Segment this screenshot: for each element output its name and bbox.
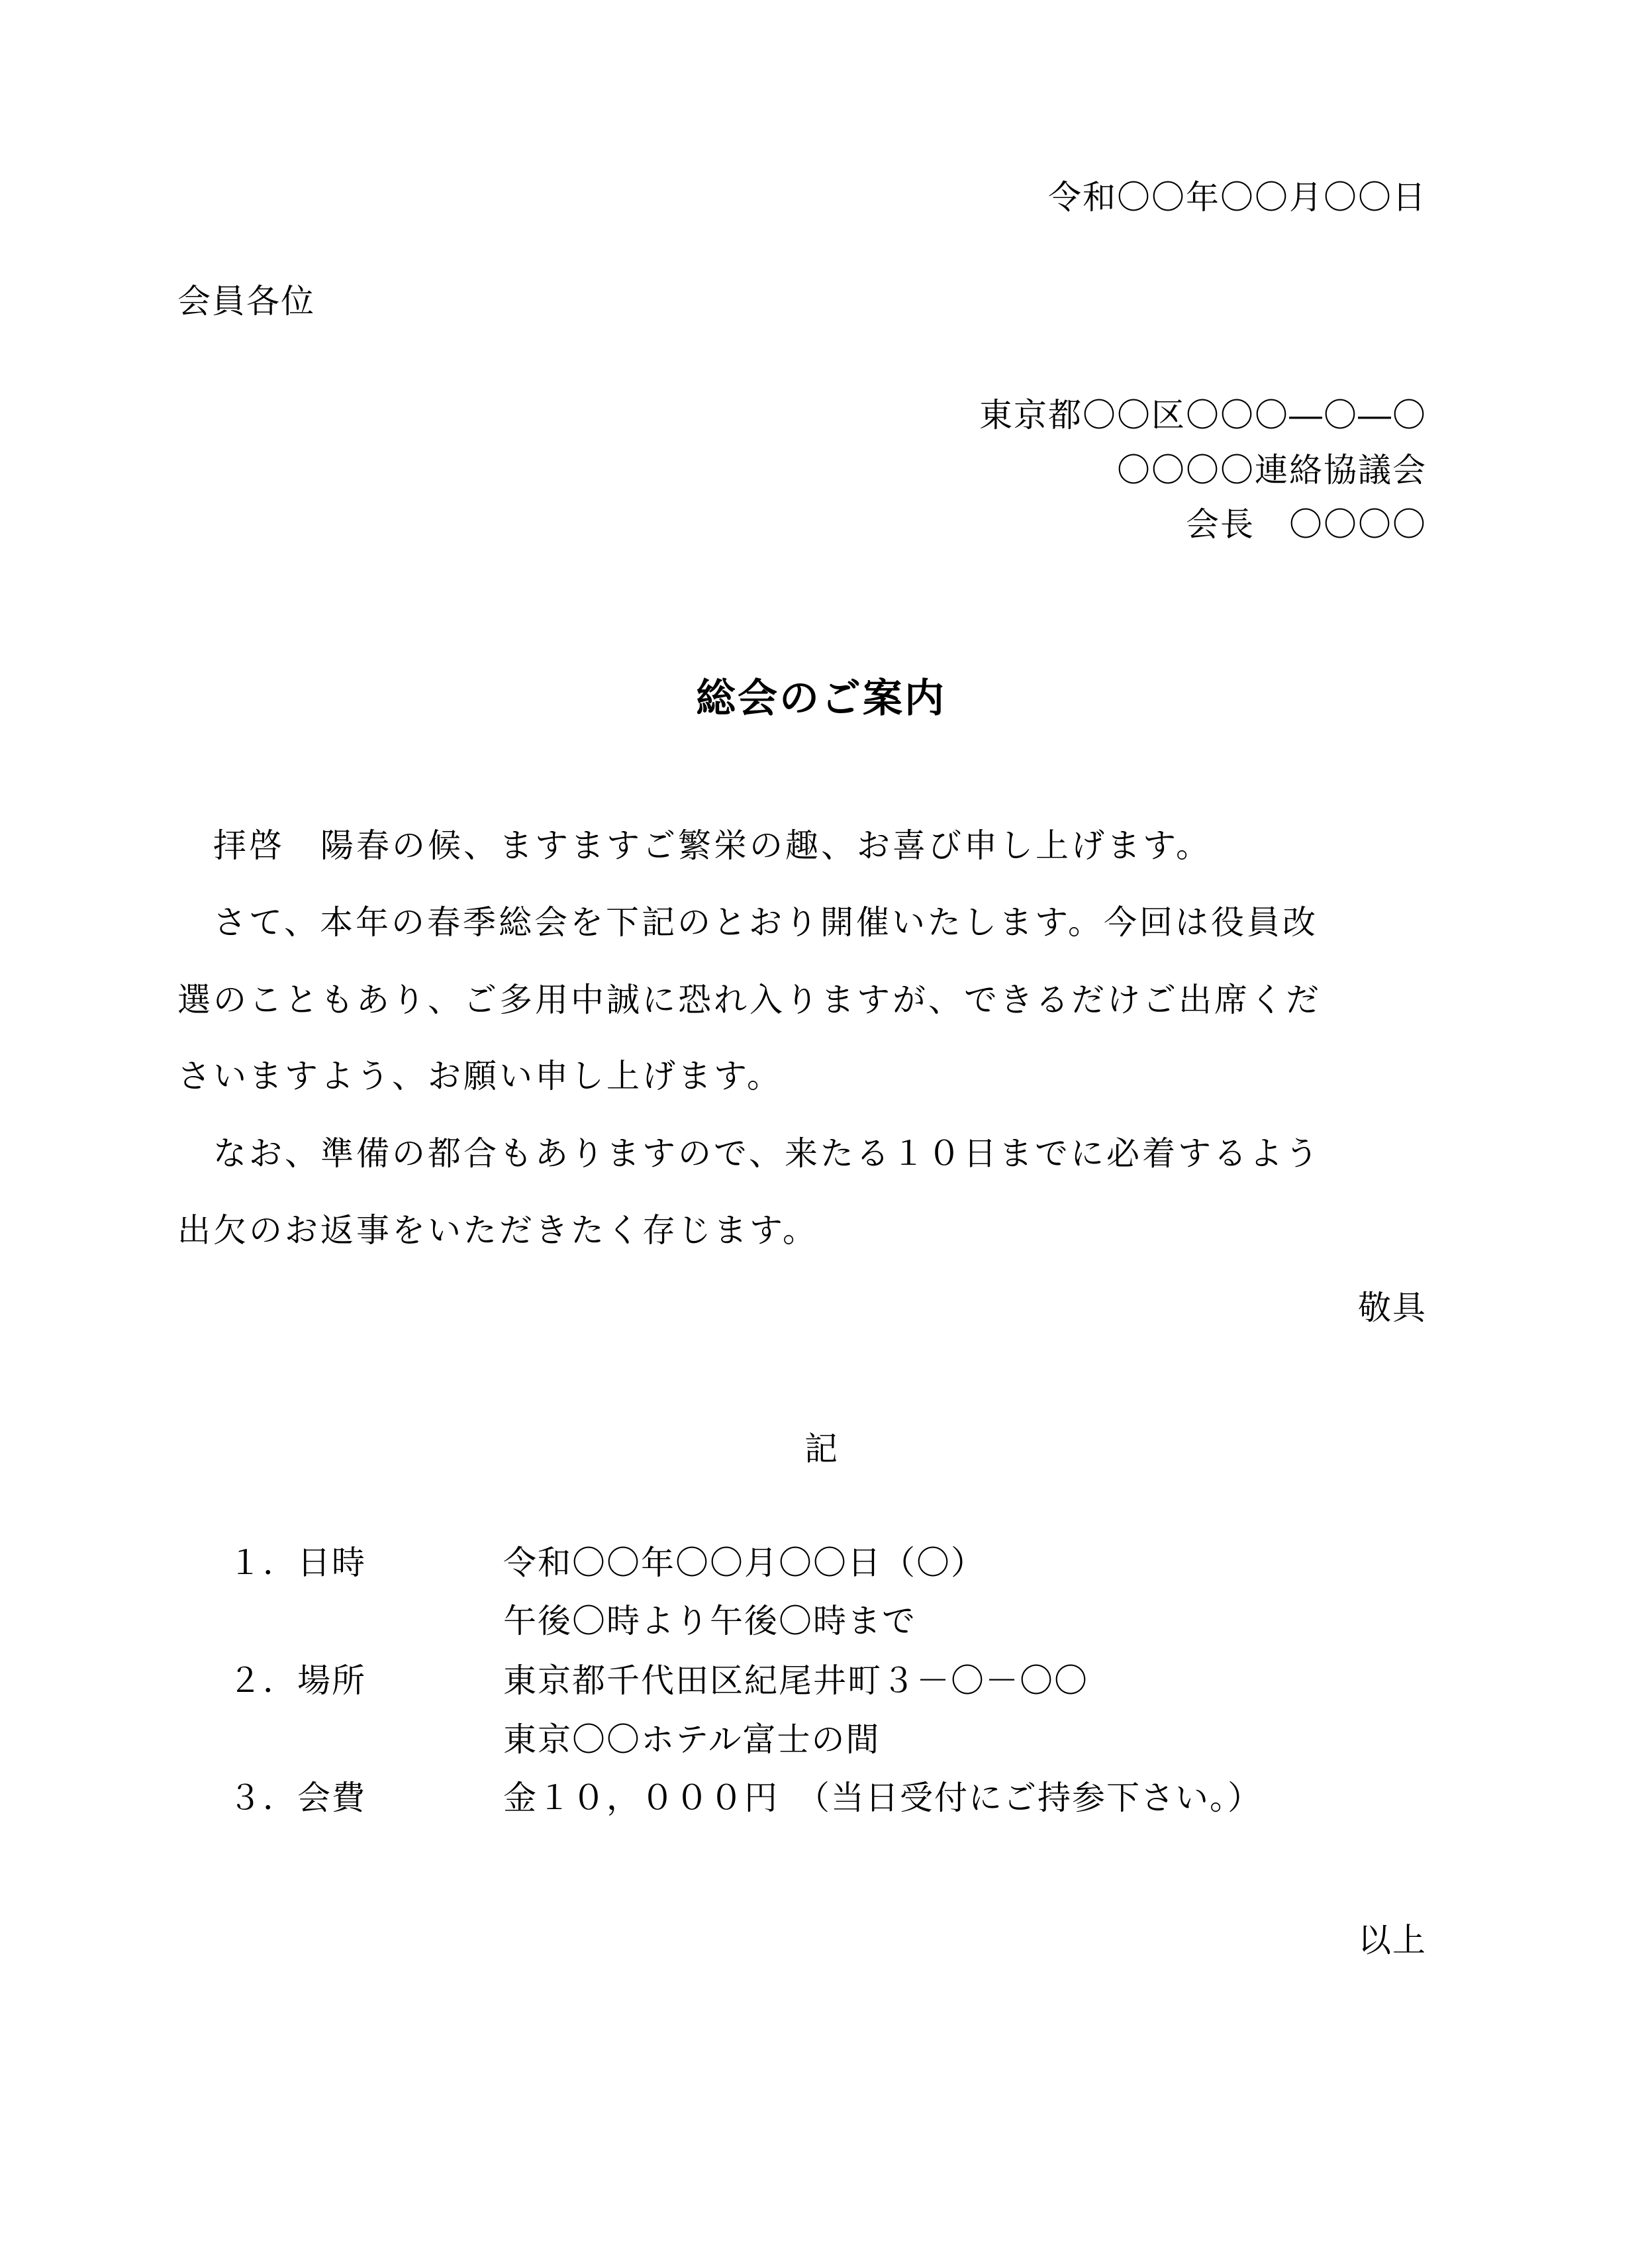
closing-keigu: 敬具 — [1358, 1289, 1427, 1327]
recipient: 会員各位 — [177, 282, 315, 320]
ki-heading: 記 — [804, 1430, 838, 1468]
body-paragraph-line: さいますよう、お願い申し上げます。 — [177, 1057, 783, 1095]
item-label-fee: ３．会費 — [228, 1779, 366, 1817]
closing-ijou: 以上 — [1358, 1921, 1427, 1959]
item-value-time: 午後〇時より午後〇時まで — [503, 1602, 916, 1640]
body-paragraph-line: なお、準備の都合もありますので、来たる１０日までに必着するよう — [177, 1134, 1321, 1173]
sender-representative: 会長 〇〇〇〇 — [1186, 505, 1427, 544]
document-date: 令和〇〇年〇〇月〇〇日 — [1048, 178, 1427, 217]
body-paragraph-line: 選のこともあり、ご多用中誠に恐れ入りますが、できるだけご出席くだ — [177, 981, 1322, 1019]
item-value-address: 東京都千代田区紀尾井町３－〇－〇〇 — [503, 1661, 1088, 1700]
item-value-venue: 東京〇〇ホテル富士の間 — [503, 1720, 881, 1759]
sender-organization: 〇〇〇〇連絡協議会 — [1117, 451, 1427, 489]
item-label-place: ２．場所 — [228, 1661, 366, 1700]
body-paragraph-line: さて、本年の春季総会を下記のとおり開催いたします。今回は役員改 — [177, 903, 1318, 942]
body-paragraph-line: 拝啓 陽春の候、ますますご繁栄の趣、お喜び申し上げます。 — [177, 826, 1212, 865]
item-label-datetime: １．日時 — [228, 1544, 366, 1582]
item-value-datetime: 令和〇〇年〇〇月〇〇日（〇） — [503, 1544, 985, 1582]
document-title: 総会のご案内 — [696, 675, 946, 722]
sender-address: 東京都〇〇区〇〇〇―〇―〇 — [979, 396, 1427, 434]
item-value-fee: 金１０，０００円 （当日受付にご持参下さい。） — [503, 1779, 1262, 1817]
body-paragraph-line: 出欠のお返事をいただきたく存じます。 — [177, 1211, 818, 1250]
